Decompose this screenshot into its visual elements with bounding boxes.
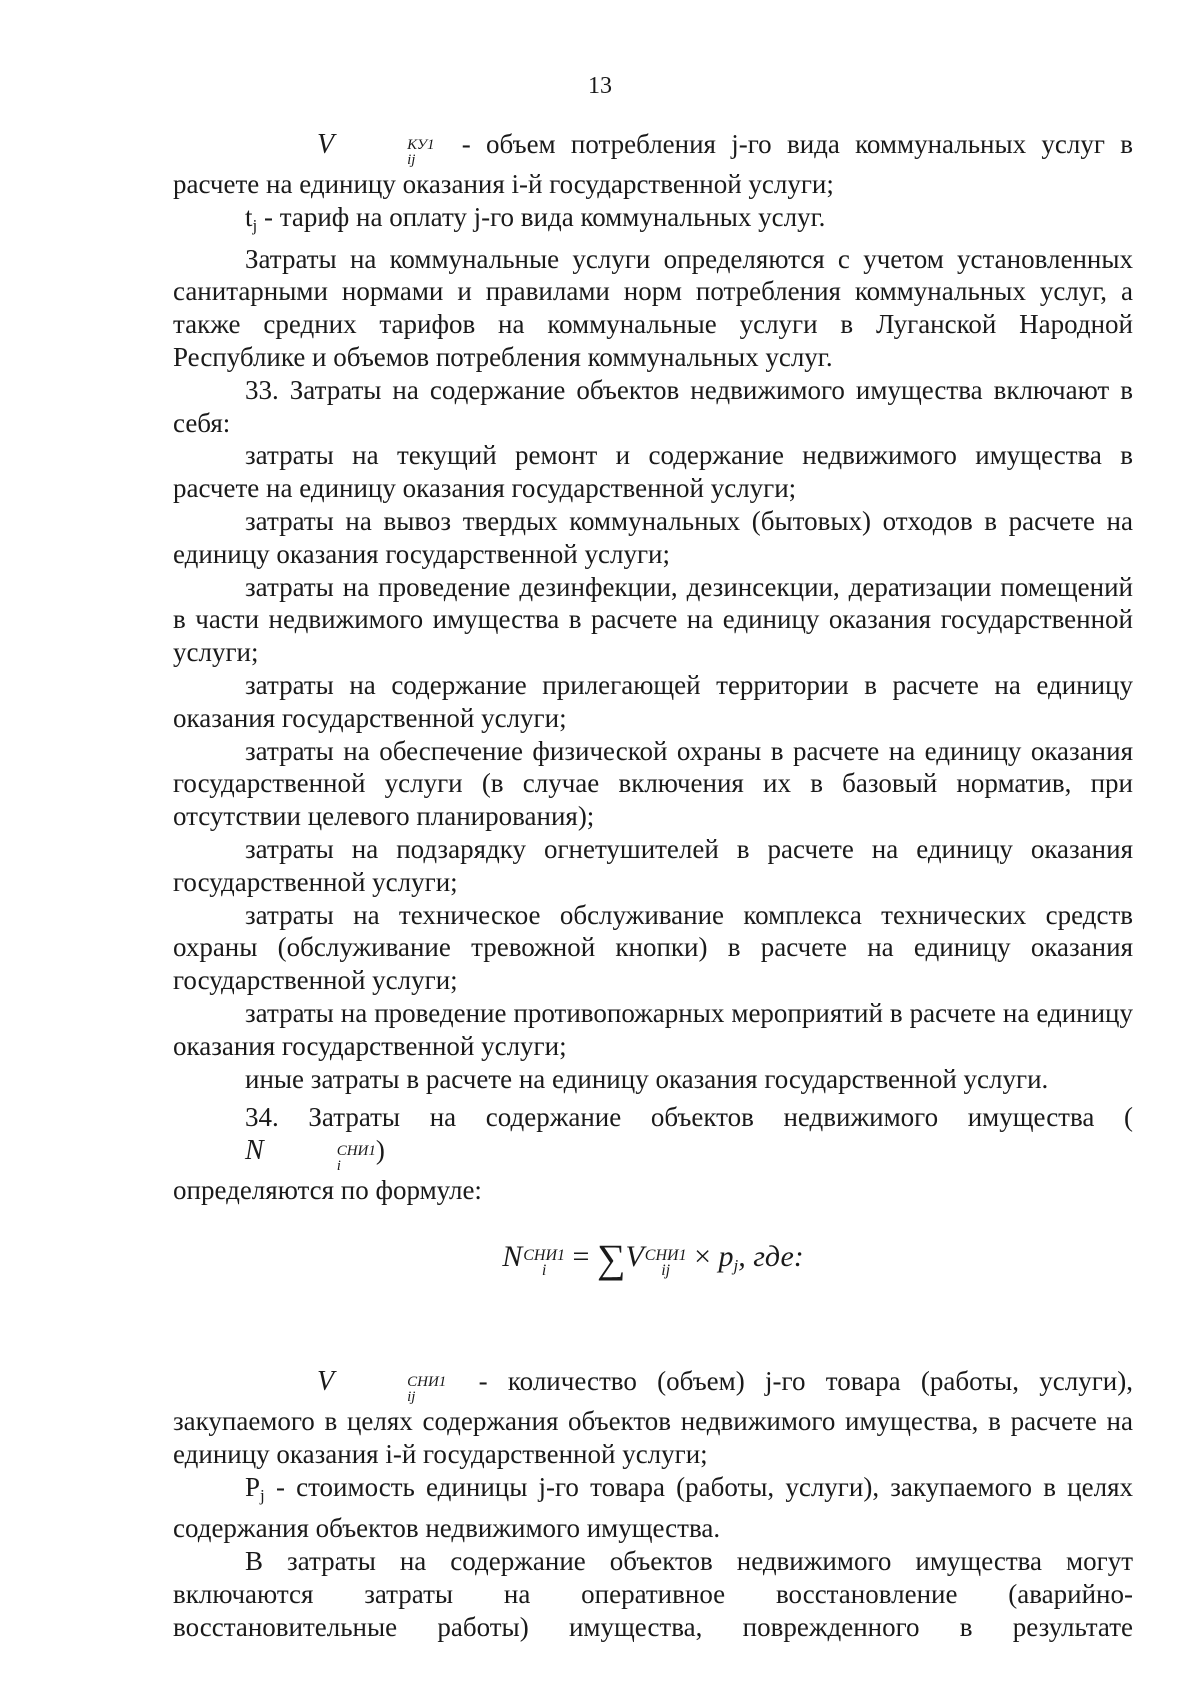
list-item-waste: затраты на вывоз твердых коммунальных (бытовых) отходов в расчете на единицу оказания государственной услуги; [173,505,1133,569]
symbol-subscript: j [252,215,258,235]
list-item-fire-safety: затраты на проведение противопожарных мероприятий в расчете на единицу оказания государственной услуги; [173,997,1133,1061]
symbol-subscript: i [336,1158,341,1175]
paragraph-text: - количество (объем) j-го товара (работы, услуги), закупаемого в целях содержания объектов недвижимого имущества, в расчете на единицу оказания i-й государственной услуги; [173,1365,1133,1469]
sum-symbol: ∑ [596,1235,626,1281]
list-item-disinfection: затраты на проведение дезинфекции, дезинсекции, дератизации помещений в части недвижимого имущества в расчете на единицу оказания государственной услуги; [173,571,1133,668]
list-item-security: затраты на обеспечение физической охраны в расчете на единицу оказания государственной услуги (в случае включения их в базовый норматив, при отсутствии целевого планирования); [173,735,1133,832]
list-item-alarm-maintenance: затраты на техническое обслуживание комплекса технических средств охраны (обслуживание тревожной кнопки) в расчете на единицу оказания государственной услуги; [173,899,1133,996]
list-item-territory: затраты на содержание прилегающей территории в расчете на единицу оказания государственной услуги; [173,669,1133,733]
paragraph-tj-definition [173,201,1133,243]
symbol-subscript: j [260,1485,265,1505]
symbol-superscript: СНИ1 [407,1373,447,1390]
symbol-superscript: КУ1 [407,137,435,153]
paragraph-text: - объем потребления j-го вида коммунальных услуг в расчете на единицу оказания i-й государственной услуги; [173,129,1133,199]
paragraph-pj-definition [173,1471,1133,1546]
paragraph-v-ku1-definition [173,128,1133,201]
paragraph-text: 34. Затраты на содержание объектов недвижимого имущества [245,1102,1124,1133]
symbol-subscript: ij [407,152,416,168]
symbol-subscript: ij [407,1388,416,1405]
document-body [173,128,1133,1643]
symbol-p: P [245,1471,261,1502]
formula-block [173,1207,1133,1357]
symbol-superscript: СНИ1 [336,1143,376,1160]
paragraph-item-34: 34. Затраты на содержание объектов недвижимого имущества (N СНИ1 i ) [173,1101,1133,1174]
list-item-extinguishers: затраты на подзарядку огнетушителей в расчете на единицу оказания государственной услуги; [173,833,1133,897]
paragraph-item-33: 33. Затраты на содержание объектов недвижимого имущества включают в себя: [173,374,1133,438]
page-number: 13 [588,73,612,99]
symbol-v-sni1: V СНИ1 ij [317,1365,447,1405]
paragraph-formula-intro: определяются по формуле: [173,1175,482,1206]
list-item-other-costs: иные затраты в расчете на единицу оказания государственной услуги. [245,1063,1049,1094]
formula-n-sni1: N СНИ1 i = ∑V СНИ1 ij × pj, где: [502,1235,804,1281]
paragraph-text: - стоимость единицы j-го товара (работы, услуги), закупаемого в целях содержания объектов недвижимого имущества. [173,1471,1133,1544]
paragraph-emergency-repairs: В затраты на содержание объектов недвижимого имущества могут включаются затраты на оперативное восстановление (аварийно-восстановительные работы) имущества, поврежденного в результате [173,1546,1133,1642]
symbol-t: t [245,201,253,232]
paragraph-text: - тариф на оплату j-го вида коммунальных услуг. [257,201,826,232]
paragraph-utility-costs: Затраты на коммунальные услуги определяются с учетом установленных санитарными нормами и правилами норм потребления коммунальных услуг, а также средних тарифов на коммунальные услуги в Луганской Народной Республике и объемов потребления коммунальных услуг. [173,243,1133,372]
symbol-v-ku1: V КУ1 ij [317,129,435,168]
list-item-repair: затраты на текущий ремонт и содержание недвижимого имущества в расчете на единицу оказания государственной услуги; [173,440,1133,504]
paragraph-v-sni1-definition [173,1365,1133,1471]
symbol-n-sni1: N СНИ1 i [245,1135,376,1175]
